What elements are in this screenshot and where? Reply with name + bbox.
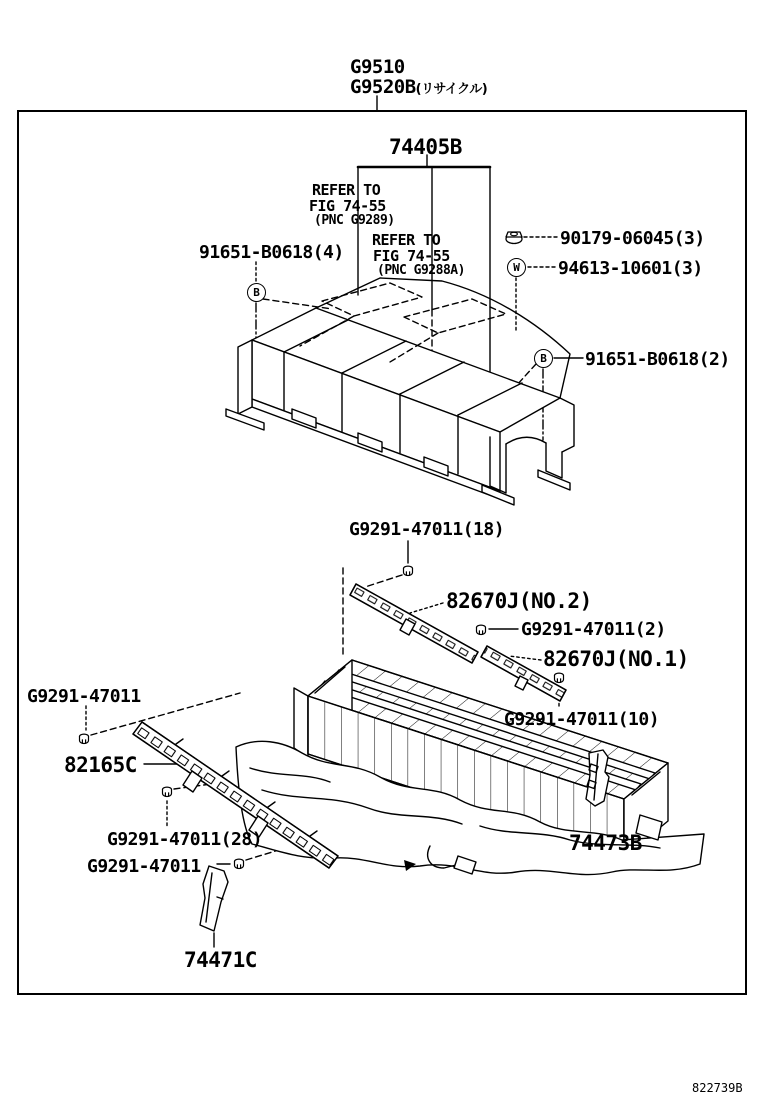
callout-bolt-right: 91651-B0618(2)	[585, 349, 730, 370]
recycle-note-jp: (リサイクル)	[415, 82, 488, 97]
refer-note-2-line1: REFER TO	[372, 231, 441, 249]
callout-clip-28: G9291-47011(28)	[107, 829, 263, 850]
callout-clip-left: G9291-47011	[27, 686, 141, 707]
circled-b-marker-right: B	[534, 349, 553, 368]
callout-bracket-front: 74471C	[184, 948, 257, 972]
callout-clip-lower: G9291-47011	[87, 856, 201, 877]
circled-w-marker: W	[507, 258, 526, 277]
callout-cover-part: 74405B	[389, 135, 462, 159]
callout-bolt-left: 91651-B0618(4)	[199, 242, 344, 263]
callout-terminal-cover: 82165C	[64, 753, 137, 777]
callout-washer: 94613-10601(3)	[558, 258, 703, 279]
callout-clip-no2: G9291-47011(2)	[521, 619, 666, 640]
refer-note-1-line3: (PNC G9289)	[314, 213, 395, 228]
refer-note-2-line2: FIG 74-55	[373, 247, 450, 265]
assembly-number-recycle	[350, 76, 487, 98]
callout-clip-no1: G9291-47011(10)	[504, 709, 660, 730]
callout-busbar-no2: 82670J(NO.2)	[446, 589, 592, 613]
callout-busbar-no1: 82670J(NO.1)	[543, 647, 689, 671]
callout-clip-top: G9291-47011(18)	[349, 519, 505, 540]
assembly-number-recycle-code: G9520B	[350, 76, 416, 98]
refer-note-2-line3: (PNC G9288A)	[377, 263, 465, 278]
refer-note-1-line1: REFER TO	[312, 181, 381, 199]
assembly-number: G9510	[350, 56, 405, 78]
circled-b-marker-left: B	[247, 283, 266, 302]
drawing-code: 822739B	[692, 1081, 743, 1095]
refer-note-1-line2: FIG 74-55	[309, 197, 386, 215]
callout-bracket-right: 74473B	[569, 831, 642, 855]
callout-nut: 90179-06045(3)	[560, 228, 705, 249]
